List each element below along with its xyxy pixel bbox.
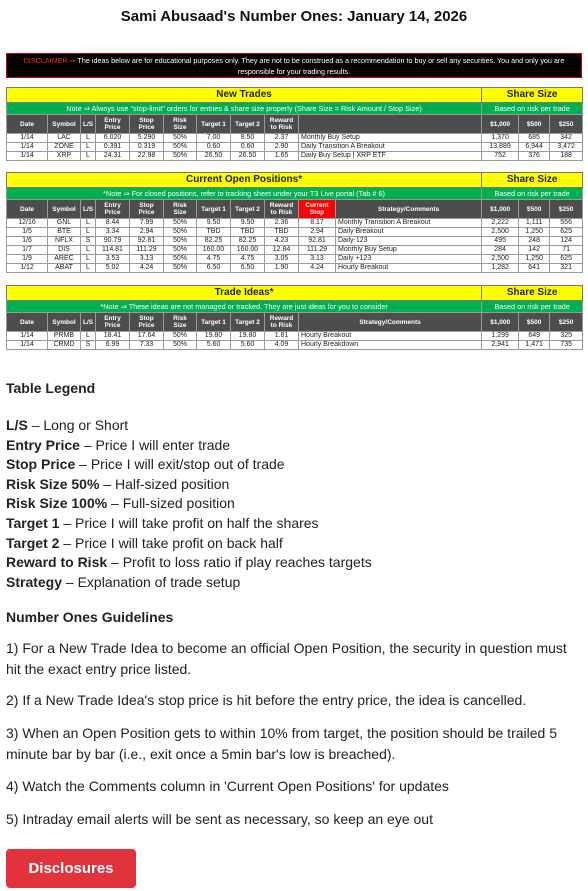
cell-size-250: 735 [550,341,583,350]
cell-target2: TBD [231,228,265,237]
column-header-entry: Entry Price [96,200,130,219]
cell-size-250: 71 [550,246,583,255]
table-row [7,152,583,161]
column-header-ls: L/S [81,200,96,219]
cell-size-1000: 495 [482,237,519,246]
cell-target1: 6.50 [197,264,231,273]
column-header-500: $500 [519,115,550,134]
open-positions-note: *Note ⇒ For closed positions, refer to tracking sheet under your T3 Live portal (Tab # 6) [7,188,482,200]
cell-size-1000: 284 [482,246,519,255]
cell-entry: 0.391 [96,143,130,152]
page-title: Sami Abusaad's Number Ones: January 14, 2026 [120,8,468,25]
legend-term: L/S [6,417,28,433]
cell-target1: 82.25 [197,237,231,246]
cell-stop: 7.99 [130,219,164,228]
disclaimer-banner [6,53,582,78]
cell-entry: 24.31 [96,152,130,161]
column-header-target1: Target 1 [197,115,231,134]
cell-symbol: ABAT [48,264,81,273]
legend-item [6,534,584,554]
cell-symbol: LAC [48,134,81,143]
cell-strategy: Monthly Buy Setup [299,134,482,143]
column-header-strategy [299,115,482,134]
column-header-stop: Stop Price [130,115,164,134]
column-header-symbol: Symbol [48,115,81,134]
cell-date: 1/14 [7,134,48,143]
cell-entry: 6.99 [96,341,130,350]
cell-target1: 160.00 [197,246,231,255]
cell-size-500: 1,250 [519,228,550,237]
column-header-1000: $1,000 [482,200,519,219]
legend-definition: – Explanation of trade setup [62,573,241,590]
table-row [7,143,583,152]
column-header-risk: Risk Size [164,115,197,134]
cell-entry: 3.53 [96,255,130,264]
cell-reward-risk: 4.09 [265,341,299,350]
cell-strategy: Daily Transition A Breakout [299,143,482,152]
legend-definition: – Price I will take profit on back half [59,534,283,551]
legend-item [6,475,584,495]
cell-target1: 0.60 [197,143,231,152]
cell-ls: L [81,255,96,264]
cell-size-500: 1,250 [519,255,550,264]
cell-strategy: Daily Buy Setup | XRP ETF [299,152,482,161]
cell-entry: 114.81 [96,246,130,255]
cell-entry: 90.79 [96,237,130,246]
cell-stop: 3.13 [130,255,164,264]
column-header-1000: $1,000 [482,115,519,134]
cell-target2: 82.25 [231,237,265,246]
column-header-entry: Entry Price [96,115,130,134]
table-row [7,134,583,143]
cell-ls: L [81,152,96,161]
cell-size-1000: 13,889 [482,143,519,152]
cell-entry: 6.020 [96,134,130,143]
cell-target1: 9.50 [197,219,231,228]
column-header-ls: L/S [81,313,96,332]
cell-size-500: 685 [519,134,550,143]
cell-symbol: XRP [48,152,81,161]
cell-size-1000: 1,282 [482,264,519,273]
column-header-stop: Stop Price [130,313,164,332]
legend-definition: – Full-sized position [107,495,235,512]
cell-reward-risk: 3.05 [265,255,299,264]
table-row [7,237,583,246]
column-header-symbol: Symbol [48,313,81,332]
cell-stop: 4.24 [130,264,164,273]
table-row [7,341,583,350]
column-header-reward-risk: Reward to Risk [265,313,299,332]
share-size-note: Based on risk per trade [482,103,583,115]
cell-risk: 50% [164,332,197,341]
cell-size-500: 6,944 [519,143,550,152]
cell-size-1000: 2,500 [482,255,519,264]
cell-reward-risk: TBD [265,228,299,237]
cell-date: 1/12 [7,264,48,273]
cell-size-250: 124 [550,237,583,246]
cell-risk: 50% [164,246,197,255]
cell-target2: 8.50 [231,134,265,143]
trade-ideas-title: Trade Ideas* [7,286,482,301]
cell-target1: 4.75 [197,255,231,264]
legend-title: Table Legend [6,380,96,396]
column-header-reward-risk: Reward to Risk [265,115,299,134]
cell-date: 1/5 [7,228,48,237]
cell-stop: 17.64 [130,332,164,341]
disclaimer-label: DISCLAIMER [23,56,68,65]
column-header-500: $500 [519,200,550,219]
cell-stop: 5.290 [130,134,164,143]
cell-date: 1/6 [7,237,48,246]
legend-item [6,494,584,514]
share-size-note: Based on risk per trade [482,188,583,200]
table-row [7,255,583,264]
table-row [7,219,583,228]
cell-target2: 0.60 [231,143,265,152]
column-header-250: $250 [550,115,583,134]
guidelines-title: Number Ones Guidelines [6,609,174,625]
column-header-risk: Risk Size [164,200,197,219]
column-header-symbol: Symbol [48,200,81,219]
cell-target2: 4.75 [231,255,265,264]
cell-strategy: Hourly Breakout [336,264,482,273]
open-positions-table [6,172,583,273]
cell-stop: 92.81 [130,237,164,246]
new-trades-title: New Trades [7,88,482,103]
cell-size-250: 556 [550,219,583,228]
column-header-date: Date [7,313,48,332]
column-header-500: $500 [519,313,550,332]
column-header-target2: Target 2 [231,200,265,219]
legend-term: Risk Size 100% [6,495,108,512]
legend-term: Stop Price [6,456,76,473]
cell-size-1000: 752 [482,152,519,161]
cell-date: 1/14 [7,152,48,161]
cell-strategy: Monthly Buy Setup [336,246,482,255]
legend-term: Strategy [6,573,63,590]
cell-reward-risk: 4.23 [265,237,299,246]
cell-size-250: 3,472 [550,143,583,152]
cell-reward-risk: 1.90 [265,264,299,273]
cell-date: 1/14 [7,332,48,341]
cell-risk: 50% [164,237,197,246]
column-header-stop: Stop Price [130,200,164,219]
cell-entry: 8.44 [96,219,130,228]
cell-entry: 5.02 [96,264,130,273]
cell-target1: TBD [197,228,231,237]
column-header-current-stop: Current Stop [299,200,336,219]
cell-reward-risk: 2.37 [265,134,299,143]
cell-size-250: 625 [550,255,583,264]
guideline-item: 3) When an Open Position gets to within 10% from target, the position should be trailed 5 minute bar by bar (i.e., exit once a 5min bar's low is breached). [6,725,557,762]
cell-symbol: PRMB [48,332,81,341]
share-size-title: Share Size [482,286,583,301]
new-trades-note: Note ⇒ Always use "stop-limit" orders for entries & share size properly (Share Size = Risk Amount / Stop Size) [7,103,482,115]
cell-strategy: Daily Breakout [336,228,482,237]
cell-target2: 6.50 [231,264,265,273]
cell-ls: L [81,143,96,152]
disclaimer-text: The ideas below are for educational purposes only. They are not to be construed as a recommendation to buy or sell any securities. You and only you are responsible for your trading results. [77,56,565,76]
cell-reward-risk: 2.36 [265,219,299,228]
cell-symbol: ZONE [48,143,81,152]
cell-current-stop: 2.94 [299,228,336,237]
cell-risk: 50% [164,264,197,273]
legend-item [6,573,584,593]
legend-term: Entry Price [6,436,80,453]
cell-strategy: Hourly Breakdown [299,341,482,350]
cell-ls: L [81,332,96,341]
column-header-strategy: Strategy/Comments [299,313,482,332]
cell-entry: 18.41 [96,332,130,341]
cell-risk: 50% [164,134,197,143]
legend-definition: – Half-sized position [99,475,230,492]
column-header-strategy: Strategy/Comments [336,200,482,219]
cell-target2: 160.00 [231,246,265,255]
legend-term: Target 1 [6,514,60,531]
cell-ls: L [81,228,96,237]
cell-date: 1/9 [7,255,48,264]
cell-target2: 26.50 [231,152,265,161]
cell-target1: 7.00 [197,134,231,143]
cell-date: 1/7 [7,246,48,255]
column-header-risk: Risk Size [164,313,197,332]
cell-ls: L [81,134,96,143]
cell-risk: 50% [164,255,197,264]
new-trades-table [6,87,583,161]
column-header-entry: Entry Price [96,313,130,332]
cell-target2: 19.80 [231,332,265,341]
legend-item [6,416,584,436]
cell-date: 12/16 [7,219,48,228]
cell-ls: S [81,237,96,246]
cell-size-1000: 2,941 [482,341,519,350]
guideline-item: 4) Watch the Comments column in 'Current Open Positions' for updates [6,778,449,794]
column-header-date: Date [7,115,48,134]
share-size-note: Based on risk per trade [482,301,583,313]
cell-stop: 2.94 [130,228,164,237]
cell-symbol: BTE [48,228,81,237]
cell-size-1000: 1,370 [482,134,519,143]
cell-symbol: CRMD [48,341,81,350]
cell-symbol: GNL [48,219,81,228]
table-row [7,332,583,341]
legend-item [6,455,584,475]
cell-ls: L [81,219,96,228]
cell-current-stop: 3.13 [299,255,336,264]
column-header-target2: Target 2 [231,115,265,134]
column-header-250: $250 [550,200,583,219]
cell-ls: S [81,341,96,350]
cell-symbol: AREC [48,255,81,264]
legend-definition: – Price I will enter trade [79,436,231,453]
share-size-title: Share Size [482,88,583,103]
cell-target1: 19.80 [197,332,231,341]
table-row [7,228,583,237]
cell-stop: 0.319 [130,143,164,152]
table-row [7,264,583,273]
column-header-ls: L/S [81,115,96,134]
column-header-target1: Target 1 [197,313,231,332]
cell-size-500: 248 [519,237,550,246]
column-header-reward-risk: Reward to Risk [265,200,299,219]
cell-stop: 111.29 [130,246,164,255]
cell-size-500: 1,111 [519,219,550,228]
legend-item [6,553,584,573]
cell-risk: 50% [164,152,197,161]
cell-risk: 50% [164,341,197,350]
column-header-1000: $1,000 [482,313,519,332]
cell-size-500: 1,471 [519,341,550,350]
legend-definition: – Price I will exit/stop out of trade [75,456,285,473]
guideline-item: 1) For a New Trade Idea to become an official Open Position, the security in question must hit the exact entry price listed. [6,640,567,677]
open-positions-title: Current Open Positions* [7,173,482,188]
legend-term: Risk Size 50% [6,475,100,492]
cell-risk: 50% [164,228,197,237]
cell-strategy: Daily-123 [336,237,482,246]
cell-ls: L [81,264,96,273]
share-size-title: Share Size [482,173,583,188]
cell-current-stop: 111.29 [299,246,336,255]
column-header-target1: Target 1 [197,200,231,219]
cell-current-stop: 8.17 [299,219,336,228]
cell-risk: 50% [164,219,197,228]
cell-risk: 50% [164,143,197,152]
cell-size-250: 342 [550,134,583,143]
cell-size-500: 142 [519,246,550,255]
cell-size-500: 376 [519,152,550,161]
legend-item [6,514,584,534]
cell-target1: 5.60 [197,341,231,350]
legend-term: Reward to Risk [6,554,108,571]
cell-date: 1/14 [7,341,48,350]
cell-size-250: 325 [550,332,583,341]
legend-definition: – Profit to loss ratio if play reaches targets [107,554,372,571]
cell-stop: 22.98 [130,152,164,161]
cell-target1: 26.50 [197,152,231,161]
cell-ls: L [81,246,96,255]
legend-term: Target 2 [6,534,60,551]
cell-date: 1/14 [7,143,48,152]
cell-strategy: Daily +123 [336,255,482,264]
cell-entry: 3.34 [96,228,130,237]
cell-size-1000: 2,500 [482,228,519,237]
cell-target2: 9.50 [231,219,265,228]
cell-size-250: 625 [550,228,583,237]
cell-target2: 5.60 [231,341,265,350]
legend-item [6,436,584,456]
cell-symbol: NFLX [48,237,81,246]
cell-size-250: 321 [550,264,583,273]
cell-strategy: Hourly Breakout [299,332,482,341]
column-header-date: Date [7,200,48,219]
guideline-item: 2) If a New Trade Idea's stop price is hit before the entry price, the idea is cancelled. [6,692,527,708]
cell-size-1000: 2,222 [482,219,519,228]
cell-stop: 7.33 [130,341,164,350]
trade-ideas-note: *Note ⇒ These ideas are not managed or tracked. They are just ideas for you to consider [7,301,482,313]
cell-symbol: DIS [48,246,81,255]
cell-size-1000: 1,299 [482,332,519,341]
legend-definition: – Price I will take profit on half the shares [59,514,319,531]
disclosures-button[interactable]: Disclosures [6,849,136,888]
cell-strategy: Monthly Transition A Breakout [336,219,482,228]
trade-ideas-table [6,285,583,350]
column-header-target2: Target 2 [231,313,265,332]
cell-reward-risk: 1.81 [265,332,299,341]
cell-size-500: 649 [519,332,550,341]
column-header-250: $250 [550,313,583,332]
cell-reward-risk: 2.90 [265,143,299,152]
cell-reward-risk: 12.84 [265,246,299,255]
table-row [7,246,583,255]
guideline-item: 5) Intraday email alerts will be sent as necessary, so keep an eye out [6,811,433,827]
cell-size-500: 641 [519,264,550,273]
cell-size-250: 188 [550,152,583,161]
cell-current-stop: 92.81 [299,237,336,246]
legend-list [6,416,584,592]
cell-reward-risk: 1.65 [265,152,299,161]
arrow-icon: ⇒ [69,56,76,65]
legend-definition: – Long or Short [27,417,129,433]
cell-current-stop: 4.24 [299,264,336,273]
